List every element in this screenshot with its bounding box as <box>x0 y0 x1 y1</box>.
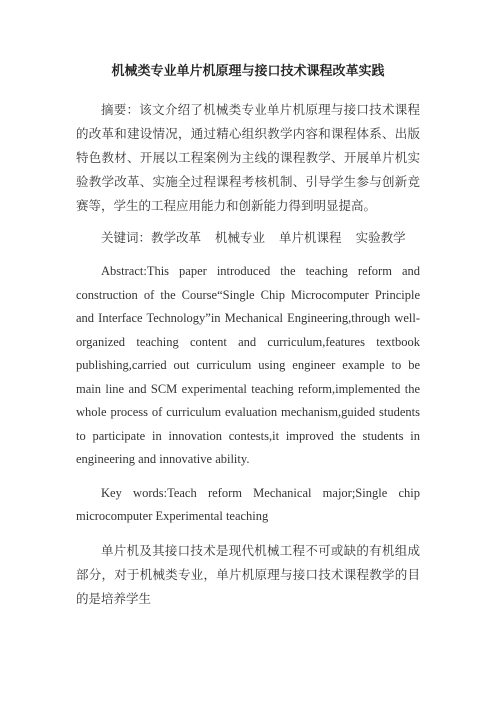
body-paragraph: 单片机及其接口技术是现代机械工程不可或缺的有机组成部分，对于机械类专业，单片机原理与接口技术课程教学的目的是培养学生 <box>76 542 420 606</box>
keyword-item: 单片机课程 <box>279 230 342 245</box>
keyword-item: 教学改革 <box>151 230 202 245</box>
keyword-item: 实验教学 <box>355 230 406 245</box>
document-title: 机械类专业单片机原理与接口技术课程改革实践 <box>111 64 385 79</box>
keywords-english: Key words:Teach reform Mechanical major;Single chip microcomputer Experimental teaching <box>76 485 420 523</box>
abstract-english: Abstract:This paper introduced the teaching reform and construction of the Course“Single Chip Microcomputer Principle and Interface Technology”in Mechanical Engineering,through well-organized teaching content and curriculum,features textbook publishing,carried out curriculum using engineer example to be main line and SCM experimental teaching reform,implemented the whole process of curriculum evaluation mechanism,guided students to participate in innovation contests,it improved the students in engineering and innovative ability. <box>76 264 420 466</box>
keywords-label: 关键词： <box>101 230 152 245</box>
keywords-chinese <box>76 226 420 250</box>
abstract-chinese: 摘要：该文介绍了机械类专业单片机原理与接口技术课程的改革和建设情况，通过精心组织教学内容和课程体系、出版特色教材、开展以工程案例为主线的课程教学、开展单片机实验教学改革、实施全过程课程考核机制、引导学生参与创新竞赛等，学生的工程应用能力和创新能力得到明显提高。 <box>76 102 420 213</box>
keyword-item: 机械专业 <box>215 230 266 245</box>
